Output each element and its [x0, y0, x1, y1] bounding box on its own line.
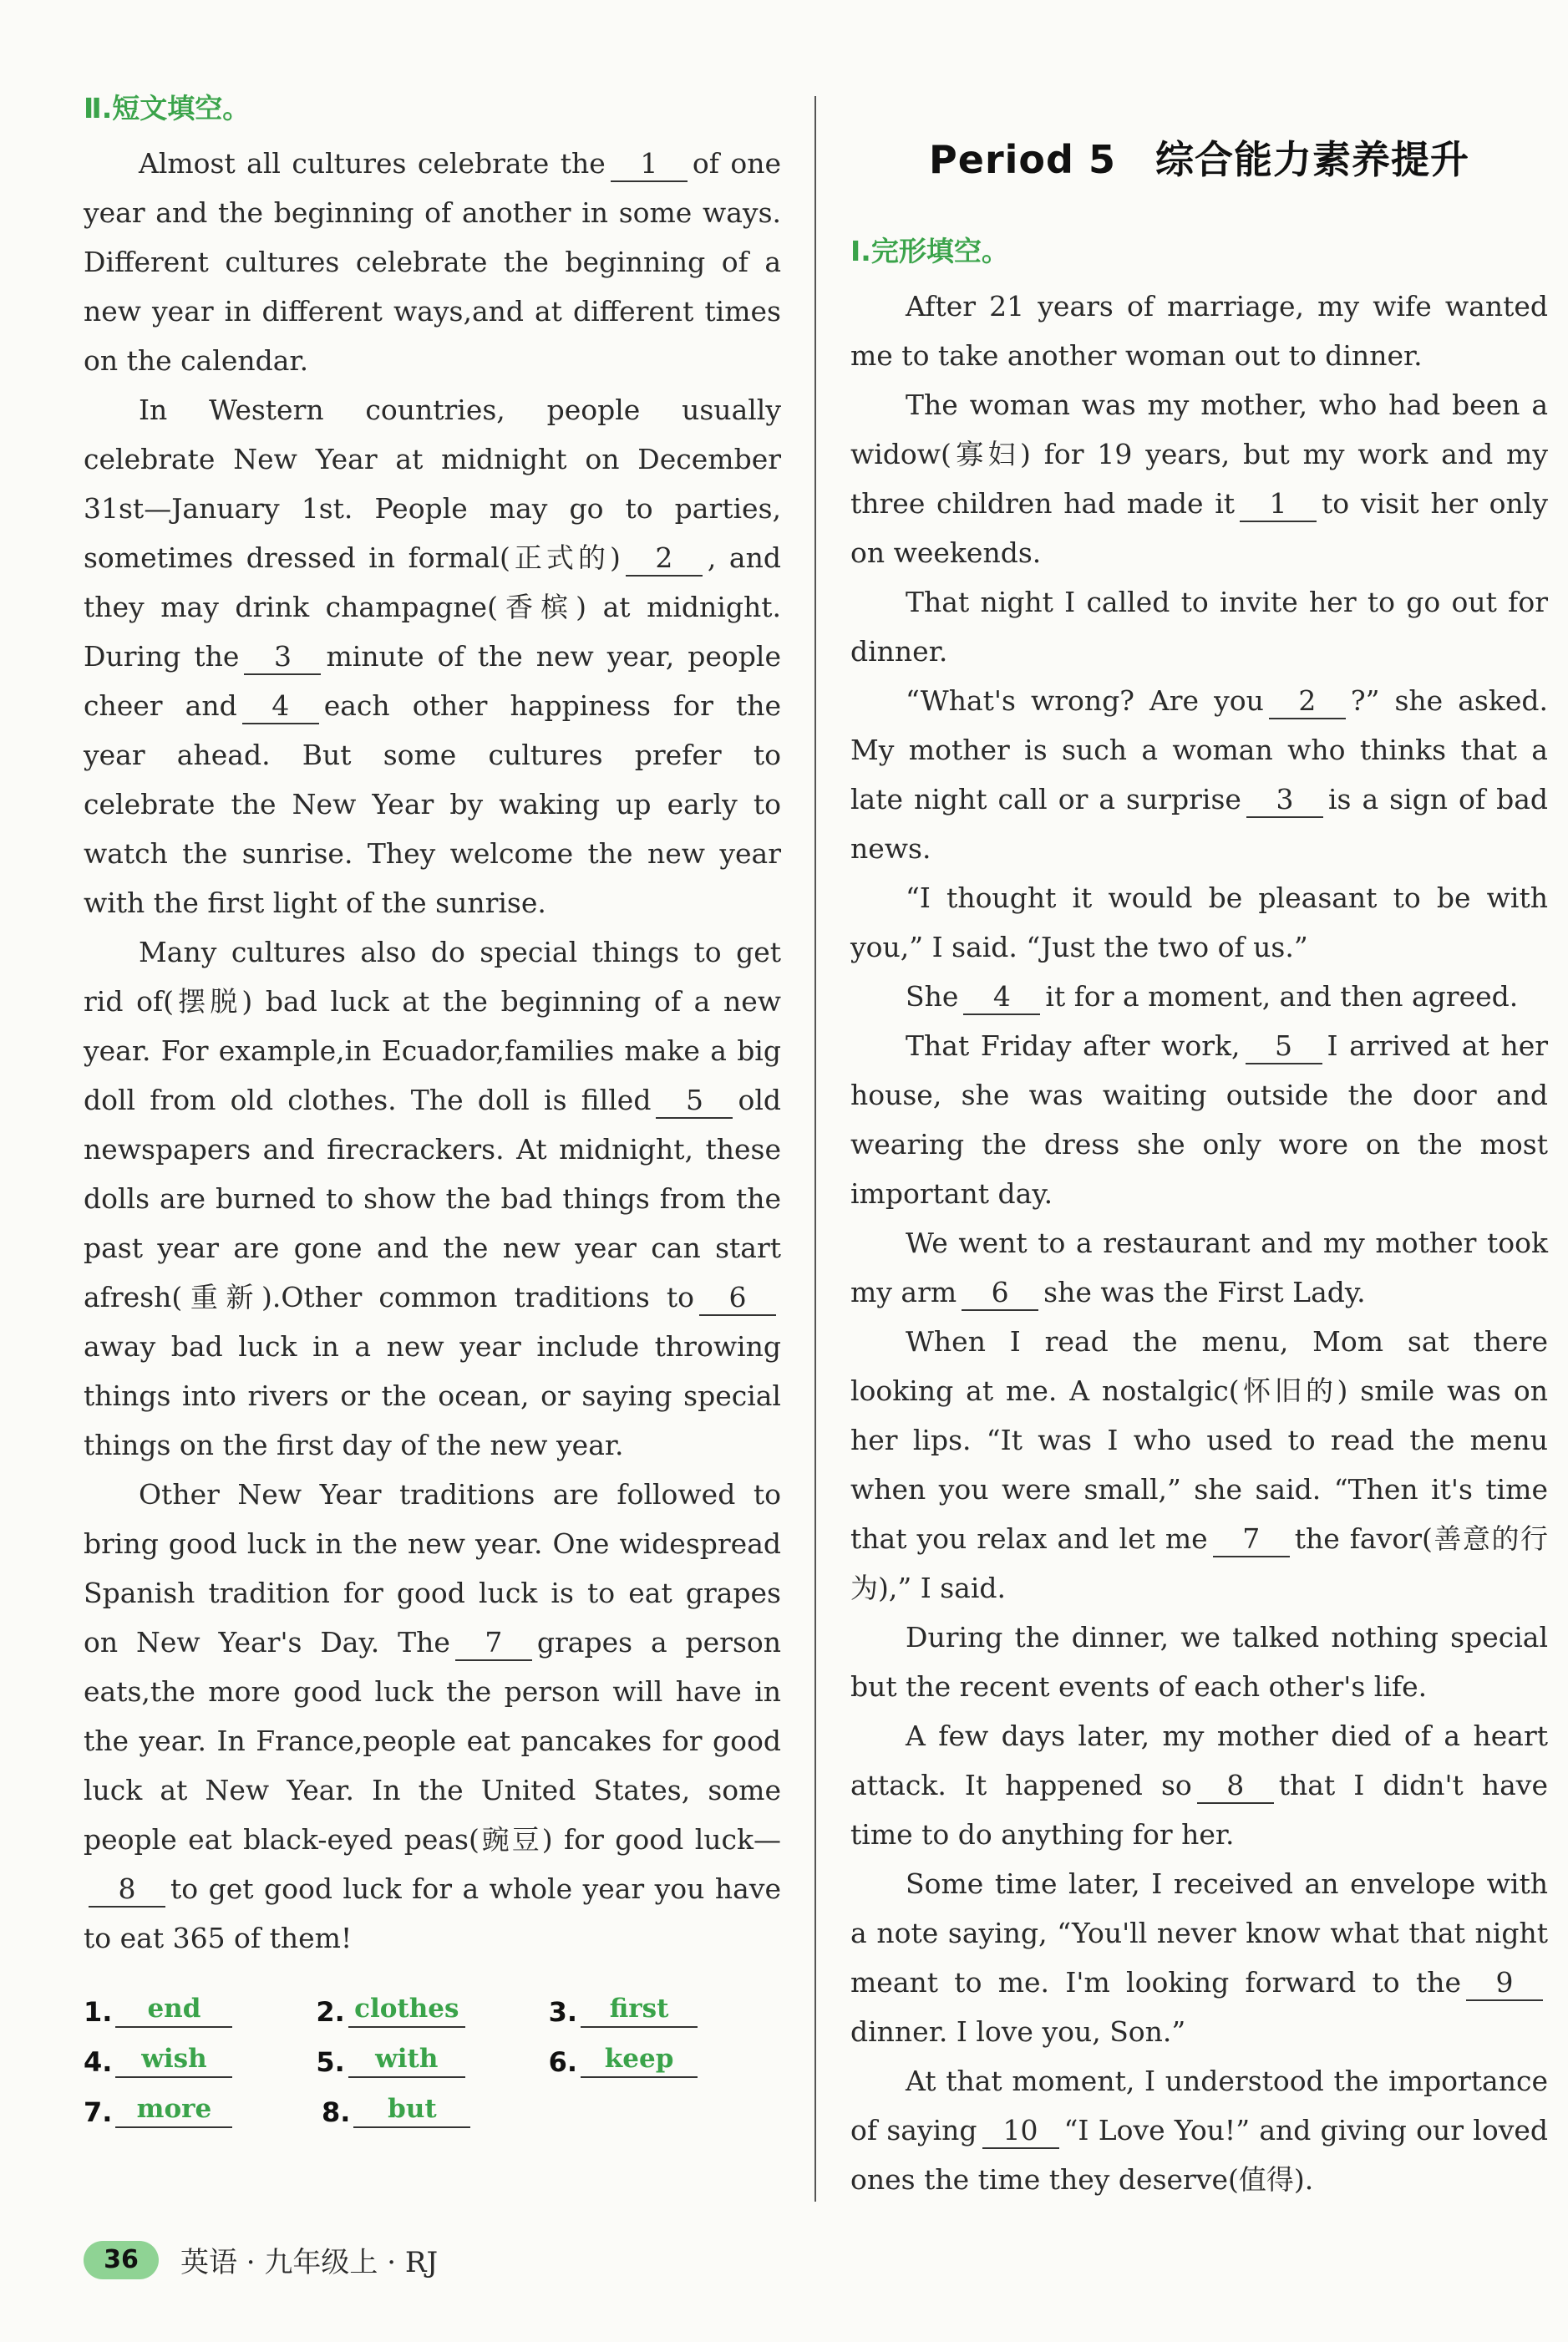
blank-7: 7: [1213, 1522, 1290, 1557]
passage-paragraph: In Western countries, people usually celebrate New Year at midnight on December 31st—January 1st. People may go to parties, sometimes dressed in formal(正式的) 2 , and they may drink champagne(香槟) at midnight. During the 3 minute of the new year, people cheer and 4 each other happiness for the year ahead. But some cultures prefer to celebrate the New Year by waking up early to watch the sunrise. They welcome the new year with the first light of the sunrise.: [84, 394, 781, 919]
answer-item: 1. end: [84, 1991, 316, 2028]
passage-paragraph: At that moment, I understood the importance of saying 10 “I Love You!” and giving our loved ones the time they deserve(值得).: [850, 2065, 1549, 2196]
passage-paragraph: Almost all cultures celebrate the 1 of one year and the beginning of another in some ways. Different cultures celebrate the beginning of a new year in different ways,and at different times on the calendar.: [84, 147, 781, 377]
blank-1: 1: [1240, 487, 1317, 522]
blank-9: 9: [1466, 1966, 1543, 2001]
blank-2: 2: [626, 541, 703, 577]
answer-value: clothes: [348, 1991, 465, 2028]
passage-paragraph: That Friday after work, 5 I arrived at her house, she was waiting outside the door and wearing the dress she only wore on the most important day.: [850, 1029, 1548, 1210]
blank-3: 3: [1246, 783, 1323, 818]
answer-key: [84, 1978, 781, 2128]
passage-paragraph: The woman was my mother, who had been a widow(寡妇) for 19 years, but my work and my three children had made it 1 to visit her only on weekends.: [850, 389, 1549, 569]
blank-4: 4: [963, 980, 1040, 1015]
answer-item: 7. more: [84, 2091, 322, 2128]
passage-paragraph: “What's wrong? Are you 2 ?” she asked. My mother is such a woman who thinks that a late night call or a surprise 3 is a sign of bad news.: [850, 684, 1549, 865]
answer-item: 5. with: [316, 2041, 548, 2078]
blank-1: 1: [611, 147, 688, 182]
answer-value: with: [348, 2041, 465, 2078]
book-info: 英语 · 九年级上 · RJ: [180, 2246, 439, 2279]
answer-row: [84, 2028, 781, 2078]
answer-row: [84, 1978, 781, 2028]
answer-value: first: [581, 1991, 698, 2028]
passage-paragraph: She 4 it for a moment, and then agreed.: [850, 972, 1548, 1021]
page-number-badge: 36: [84, 2241, 159, 2279]
blank-6: 6: [699, 1281, 776, 1316]
passage-paragraph: Some time later, I received an envelope with a note saying, “You'll never know what that night meant to me. I'm looking forward to the 9dinner. I love you, Son.”: [850, 1867, 1548, 2048]
blank-5: 5: [1246, 1029, 1322, 1064]
blank-4: 4: [242, 689, 319, 724]
answer-value: but: [353, 2091, 470, 2128]
right-column: [850, 84, 1548, 2204]
passage-paragraph: After 21 years of marriage, my wife wanted me to take another woman out to dinner.: [850, 290, 1548, 372]
section-heading-cloze-passage: Ⅱ.短文填空。: [84, 92, 251, 124]
blank-3: 3: [244, 640, 321, 675]
passage-paragraph: That night I called to invite her to go out for dinner.: [850, 586, 1548, 668]
passage-paragraph: We went to a restaurant and my mother took my arm 6 she was the First Lady.: [850, 1218, 1548, 1317]
passage-paragraph: “I thought it would be pleasant to be with you,” I said. “Just the two of us.”: [850, 881, 1548, 963]
passage-paragraph: A few days later, my mother died of a heart attack. It happened so 8 that I didn't have time to do anything for her.: [850, 1720, 1548, 1851]
answer-item: 2. clothes: [316, 1991, 548, 2028]
answer-value: more: [115, 2091, 232, 2128]
column-divider: [814, 96, 816, 2202]
blank-10: 10: [982, 2114, 1059, 2149]
blank-2: 2: [1269, 684, 1346, 719]
blank-5: 5: [656, 1084, 733, 1119]
answer-value: keep: [581, 2041, 698, 2078]
answer-item: 6. keep: [549, 2041, 781, 2078]
answer-value: wish: [115, 2041, 232, 2078]
blank-8: 8: [1197, 1769, 1274, 1804]
blank-7: 7: [455, 1626, 532, 1661]
answer-value: end: [115, 1991, 232, 2028]
passage-paragraph: Many cultures also do special things to get rid of(摆脱) bad luck at the beginning of a new year. For example,in Ecuador,families make a big doll from old clothes. The doll is filled 5 old newspapers and firecrackers. At midnight, these dolls are burned to show the bad things from the past year are gone and the new year can start afresh(重新).Other common traditions to 6away bad luck in a new year include throwing things into rivers or the ocean, or saying special things on the first day of the new year.: [84, 936, 781, 1461]
left-column: [84, 84, 781, 2128]
period-title: Period 5 综合能力素养提升: [929, 137, 1469, 182]
page-footer: [84, 2239, 438, 2280]
answer-row: [84, 2078, 781, 2128]
passage-paragraph: During the dinner, we talked nothing special but the recent events of each other's life.: [850, 1621, 1548, 1703]
answer-item: 3. first: [549, 1991, 781, 2028]
passage-paragraph: When I read the menu, Mom sat there looking at me. A nostalgic(怀旧的) smile was on her lips. “It was I who used to read the menu when you were small,” she said. “Then it's time that you relax and let me 7 the favor(善意的行为),” I said.: [850, 1325, 1548, 1604]
answer-item: 4. wish: [84, 2041, 316, 2078]
blank-6: 6: [962, 1276, 1038, 1311]
section-heading-cloze-test: Ⅰ.完形填空。: [850, 235, 1009, 267]
passage-paragraph: Other New Year traditions are followed to bring good luck in the new year. One widespread Spanish tradition for good luck is to eat grapes on New Year's Day. The 7 grapes a person eats,the more good luck the person will have in the year. In France,people eat pancakes for good luck at New Year. In the United States, some people eat black-eyed peas(豌豆) for good luck—8 to get good luck for a whole year you have to eat 365 of them!: [84, 1478, 781, 1954]
blank-8: 8: [89, 1872, 165, 1908]
answer-item: 8. but: [322, 2091, 560, 2128]
